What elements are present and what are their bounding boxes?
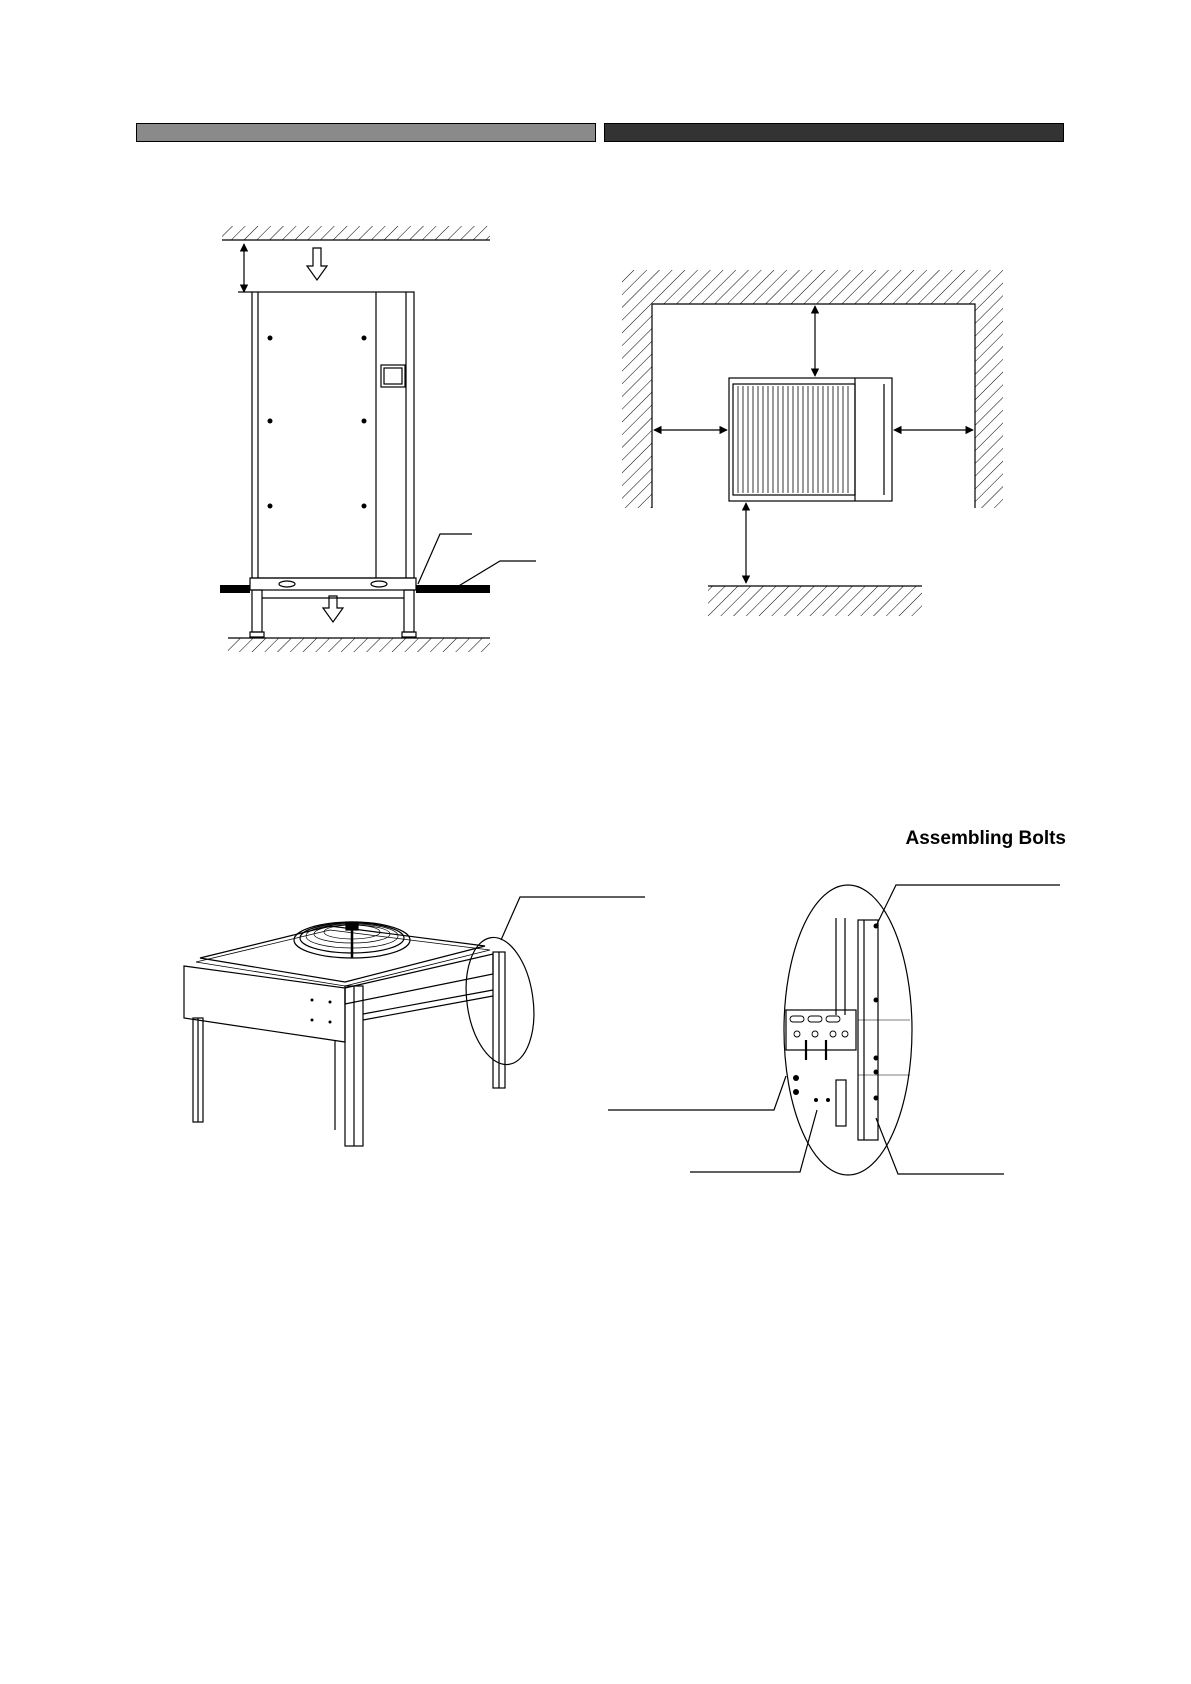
condenser-isometric-diagram <box>184 897 645 1146</box>
fan-icon <box>294 922 410 958</box>
side-bolt-icons <box>311 999 332 1024</box>
assembling-bolts-caption: Assembling Bolts <box>905 828 1066 849</box>
panel-bolt-icons <box>268 336 367 509</box>
coil-fins <box>738 386 848 493</box>
indoor-unit-front-diagram <box>220 226 536 652</box>
outdoor-clearance-diagram <box>622 270 1003 616</box>
slot-holes <box>790 1016 848 1037</box>
assembling-bolts-detail <box>608 885 1060 1175</box>
